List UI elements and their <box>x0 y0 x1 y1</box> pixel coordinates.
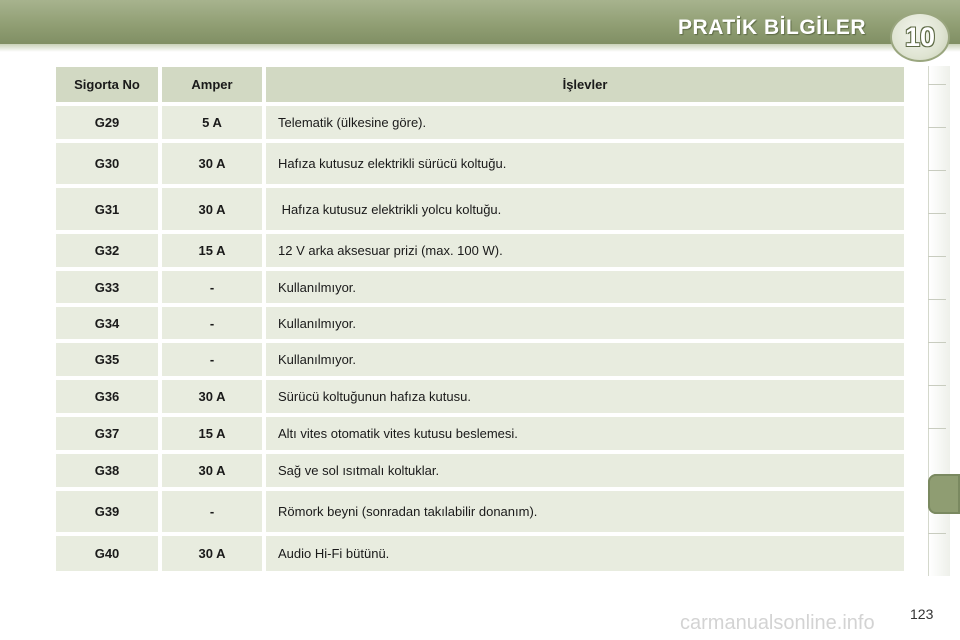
fuse-no-cell: G34 <box>56 307 158 339</box>
fuse-no-cell: G33 <box>56 271 158 303</box>
fuse-no-cell: G38 <box>56 454 158 487</box>
function-cell: Telematik (ülkesine göre). <box>266 106 904 139</box>
amper-cell: 30 A <box>162 188 262 230</box>
fuse-no-cell: G37 <box>56 417 158 450</box>
fuse-no-cell: G29 <box>56 106 158 139</box>
column-header-amper: Amper <box>162 67 262 102</box>
function-cell: Hafıza kutusuz elektrikli sürücü koltuğu. <box>266 143 904 184</box>
fuse-no-cell: G35 <box>56 343 158 376</box>
side-tab-active-chapter[interactable] <box>928 474 960 514</box>
table-row <box>56 454 904 487</box>
table-row <box>56 271 904 303</box>
table-row <box>56 491 904 532</box>
table-row <box>56 188 904 230</box>
function-cell: Kullanılmıyor. <box>266 343 904 376</box>
function-cell: Audio Hi-Fi bütünü. <box>266 536 904 571</box>
side-tab-divider[interactable] <box>928 127 946 128</box>
function-cell: Sürücü koltuğunun hafıza kutusu. <box>266 380 904 413</box>
column-header-functions: İşlevler <box>266 67 904 102</box>
chapter-badge: 10 <box>890 12 950 62</box>
table-row <box>56 536 904 571</box>
side-tab-divider[interactable] <box>928 213 946 214</box>
amper-cell: - <box>162 307 262 339</box>
side-tab-divider[interactable] <box>928 342 946 343</box>
fuse-no-cell: G39 <box>56 491 158 532</box>
page-number: 123 <box>910 606 934 622</box>
table-row <box>56 143 904 184</box>
table-row <box>56 343 904 376</box>
function-cell: 12 V arka aksesuar prizi (max. 100 W). <box>266 234 904 267</box>
function-cell: Kullanılmıyor. <box>266 307 904 339</box>
amper-cell: - <box>162 271 262 303</box>
fuse-no-cell: G40 <box>56 536 158 571</box>
table-row <box>56 380 904 413</box>
table-row <box>56 234 904 267</box>
table-header-row <box>56 67 904 102</box>
fuse-no-cell: G36 <box>56 380 158 413</box>
amper-cell: 15 A <box>162 417 262 450</box>
fuse-no-cell: G30 <box>56 143 158 184</box>
side-tab-divider[interactable] <box>928 428 946 429</box>
side-tab-divider[interactable] <box>928 256 946 257</box>
amper-cell: 30 A <box>162 536 262 571</box>
fuse-no-cell: G31 <box>56 188 158 230</box>
table-row <box>56 307 904 339</box>
amper-cell: 30 A <box>162 143 262 184</box>
column-header-fuse-no: Sigorta No <box>56 67 158 102</box>
side-tab-divider[interactable] <box>928 385 946 386</box>
amper-cell: 5 A <box>162 106 262 139</box>
function-cell: Sağ ve sol ısıtmalı koltuklar. <box>266 454 904 487</box>
amper-cell: 30 A <box>162 454 262 487</box>
side-tab-divider[interactable] <box>928 170 946 171</box>
side-tab-divider[interactable] <box>928 299 946 300</box>
amper-cell: 15 A <box>162 234 262 267</box>
header-fade <box>0 44 960 52</box>
side-tab-divider[interactable] <box>928 84 946 85</box>
amper-cell: 30 A <box>162 380 262 413</box>
function-cell: Römork beyni (sonradan takılabilir donanım). <box>266 491 904 532</box>
function-cell: Altı vites otomatik vites kutusu beslemesi. <box>266 417 904 450</box>
function-cell: Kullanılmıyor. <box>266 271 904 303</box>
table-row <box>56 417 904 450</box>
page-title: PRATİK BİLGİLER <box>678 16 866 39</box>
amper-cell: - <box>162 343 262 376</box>
function-cell: Hafıza kutusuz elektrikli yolcu koltuğu. <box>266 188 904 230</box>
watermark: carmanualsonline.info <box>680 612 875 634</box>
amper-cell: - <box>162 491 262 532</box>
fuse-no-cell: G32 <box>56 234 158 267</box>
table-row <box>56 106 904 139</box>
side-tab-divider[interactable] <box>928 533 946 534</box>
